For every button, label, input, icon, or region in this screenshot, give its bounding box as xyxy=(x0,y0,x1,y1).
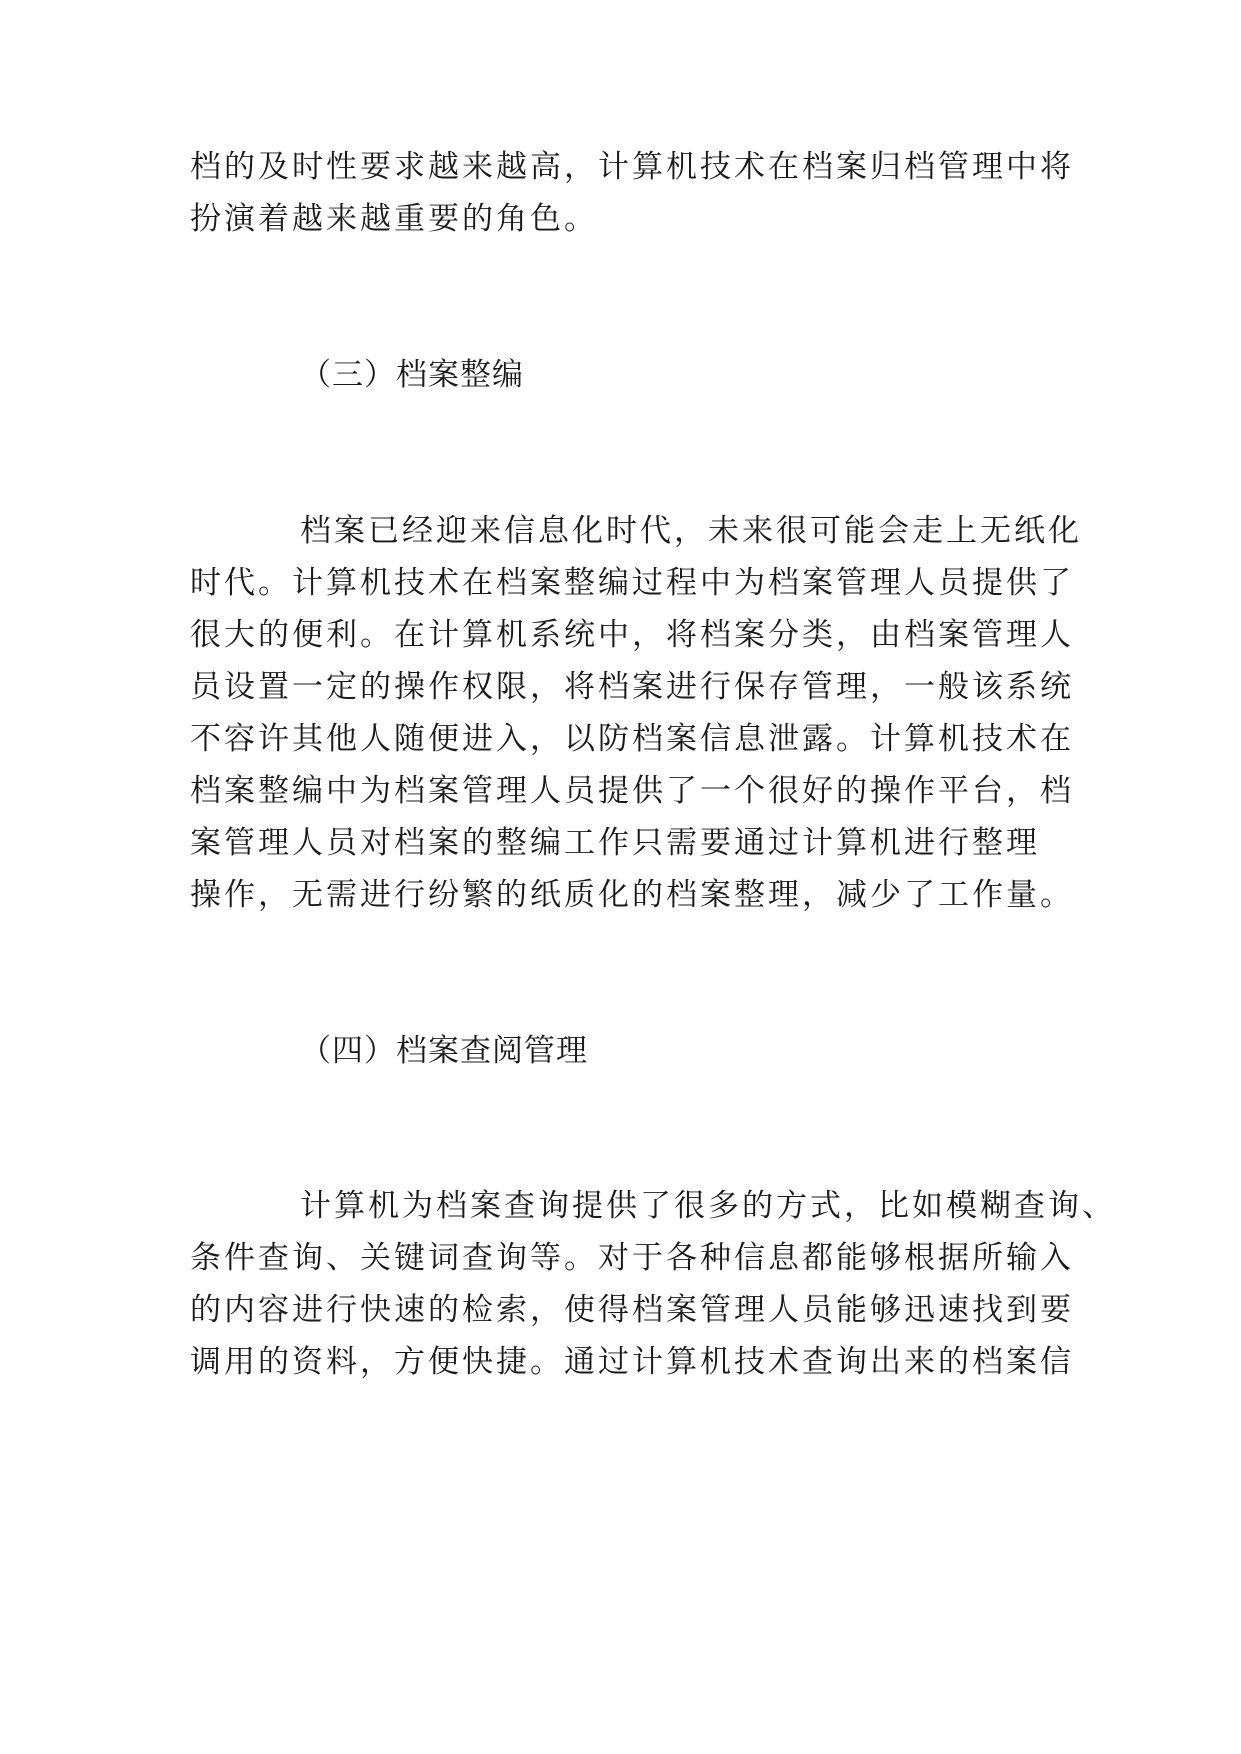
paragraph-line: 条件查询、关键词查询等。对于各种信息都能够根据所输入 xyxy=(190,1240,1074,1276)
paragraph-line: 员设置一定的操作权限，将档案进行保存管理，一般该系统 xyxy=(190,669,1074,705)
paragraph-line: 案管理人员对档案的整编工作只需要通过计算机进行整理 xyxy=(190,825,1040,861)
paragraph-line: 不容许其他人随便进入，以防档案信息泄露。计算机技术在 xyxy=(190,721,1074,757)
paragraph-line: 操作，无需进行纷繁的纸质化的档案整理，减少了工作量。 xyxy=(190,877,1074,913)
paragraph-line: 档的及时性要求越来越高，计算机技术在档案归档管理中将 xyxy=(190,149,1074,185)
paragraph-line: 时代。计算机技术在档案整编过程中为档案管理人员提供了 xyxy=(190,565,1074,601)
paragraph-line: 档案整编中为档案管理人员提供了一个很好的操作平台，档 xyxy=(190,773,1074,809)
paragraph-line: 档案已经迎来信息化时代，未来很可能会走上无纸化 xyxy=(300,513,1082,549)
paragraph-line: 扮演着越来越重要的角色。 xyxy=(190,201,598,237)
section-heading-archive-compilation: （三）档案整编 xyxy=(300,357,524,393)
paragraph-line: 计算机为档案查询提供了很多的方式，比如模糊查询、 xyxy=(300,1188,1116,1224)
section-heading-archive-access-management: （四）档案查阅管理 xyxy=(300,1033,588,1069)
paragraph-line: 的内容进行快速的检索，使得档案管理人员能够迅速找到要 xyxy=(190,1292,1074,1328)
paragraph-line: 调用的资料，方便快捷。通过计算机技术查询出来的档案信 xyxy=(190,1344,1074,1380)
paragraph-line: 很大的便利。在计算机系统中，将档案分类，由档案管理人 xyxy=(190,617,1074,653)
